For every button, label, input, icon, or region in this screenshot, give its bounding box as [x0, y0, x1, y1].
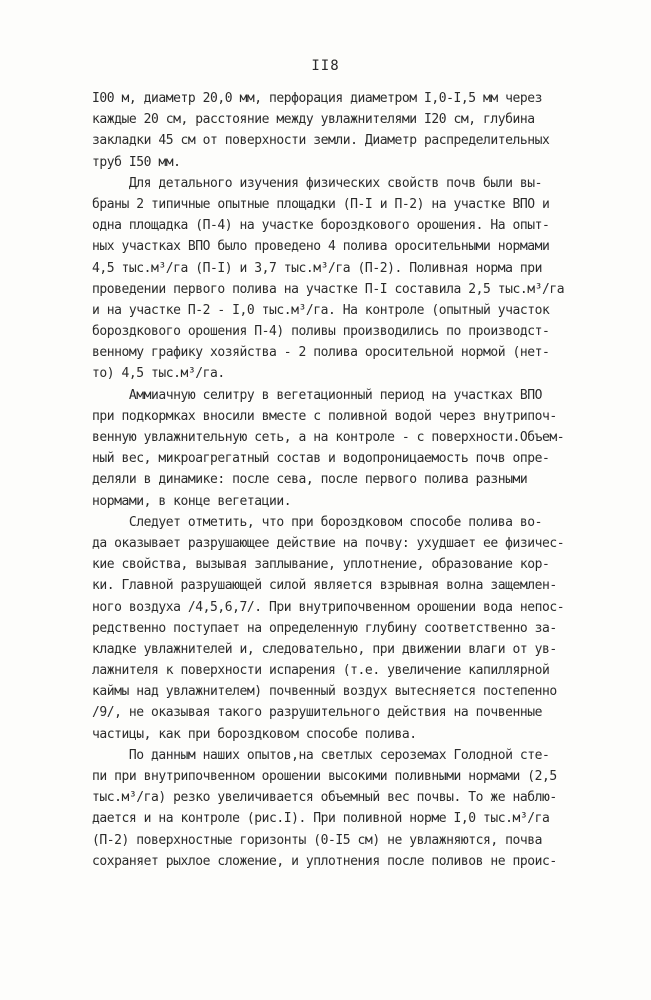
text-line: закладки 45 см от поверхности земли. Диаметр распределительных: [92, 133, 550, 149]
text-line: труб I50 мм.: [92, 154, 181, 170]
text-line: лажнителя к поверхности испарения (т.е. увеличение капиллярной: [92, 663, 550, 679]
text-line: браны 2 типичные опытные площадки (П-I и П-2) на участке ВПО и: [92, 196, 550, 212]
text-line: ного воздуха /4,5,6,7/. При внутрипочвенном орошении вода непос-: [92, 599, 565, 615]
text-line: Аммиачную селитру в вегетационный период на участках ВПО: [92, 387, 542, 403]
text-line: одна площадка (П-4) на участке бороздкового орошения. На опыт-: [92, 218, 550, 234]
text-line: то) 4,5 тыс.м³/га.: [92, 366, 225, 382]
text-line: Для детального изучения физических свойств почв были вы-: [92, 175, 542, 191]
text-line: ки. Главной разрушающей силой является взрывная волна защемлен-: [92, 578, 557, 594]
text-line: частицы, как при бороздковом способе полива.: [92, 726, 417, 742]
text-line: 4,5 тыс.м³/га (П-I) и 3,7 тыс.м³/га (П-2). Поливная норма при: [92, 260, 542, 276]
text-line: при подкормках вносили вместе с поливной водой через внутрипоч-: [92, 408, 557, 424]
text-line: тыс.м³/га) резко увеличивается объемный вес почвы. То же наблю-: [92, 790, 557, 806]
text-line: каймы над увлажнителем) почвенный воздух вытесняется постепенно: [92, 684, 557, 700]
text-line: и на участке П-2 - I,0 тыс.м³/га. На контроле (опытный участок: [92, 302, 550, 318]
text-line: кие свойства, вызывая заплывание, уплотнение, образование кор-: [92, 557, 550, 573]
text-line: пи при внутрипочвенном орошении высокими поливными нормами (2,5: [92, 769, 557, 784]
text-line: нормами, в конце вегетации.: [92, 493, 292, 509]
text-line: дается и на контроле (рис.I). При поливной норме I,0 тыс.м³/га: [92, 811, 550, 827]
text-line: I00 м, диаметр 20,0 мм, перфорация диаметром I,0-I,5 мм через: [92, 91, 542, 106]
text-line: деляли в динамике: после сева, после первого полива разными: [92, 472, 528, 488]
text-line: ный вес, микроагрегатный состав и водопроницаемость почв опре-: [92, 451, 550, 467]
text-line: венному графику хозяйства - 2 полива оросительной нормой (нет-: [92, 345, 550, 361]
text-line: каждые 20 см, расстояние между увлажнителями I20 см, глубина: [92, 112, 535, 128]
text-line: ных участках ВПО было проведено 4 полива оросительными нормами: [92, 239, 550, 255]
body-text: [92, 88, 612, 872]
text-line: проведении первого полива на участке П-I составила 2,5 тыс.м³/га: [92, 281, 565, 297]
text-line: да оказывает разрушающее действие на почву: ухудшает ее физичес-: [92, 535, 565, 551]
text-line: сохраняет рыхлое сложение, и уплотнения после поливов не проис-: [92, 853, 557, 869]
page-number: II8: [311, 58, 340, 74]
text-line: Следует отметить, что при бороздковом способе полива во-: [92, 514, 542, 530]
text-line: /9/, не оказывая такого разрушительного действия на почвенные: [92, 705, 542, 721]
text-line: По данным наших опытов,на светлых сероземах Голодной сте-: [92, 747, 550, 763]
text-line: (П-2) поверхностные горизонты (0-I5 см) не увлажняются, почва: [92, 832, 542, 848]
text-line: редственно поступает на определенную глубину соответственно за-: [92, 620, 557, 636]
text-line: венную увлажнительную сеть, а на контроле - с поверхности.Объем-: [92, 430, 565, 445]
text-line: бороздкового орошения П-4) поливы производились по производст-: [92, 324, 550, 340]
text-line: кладке увлажнителей и, следовательно, при движении влаги от ув-: [92, 641, 557, 657]
